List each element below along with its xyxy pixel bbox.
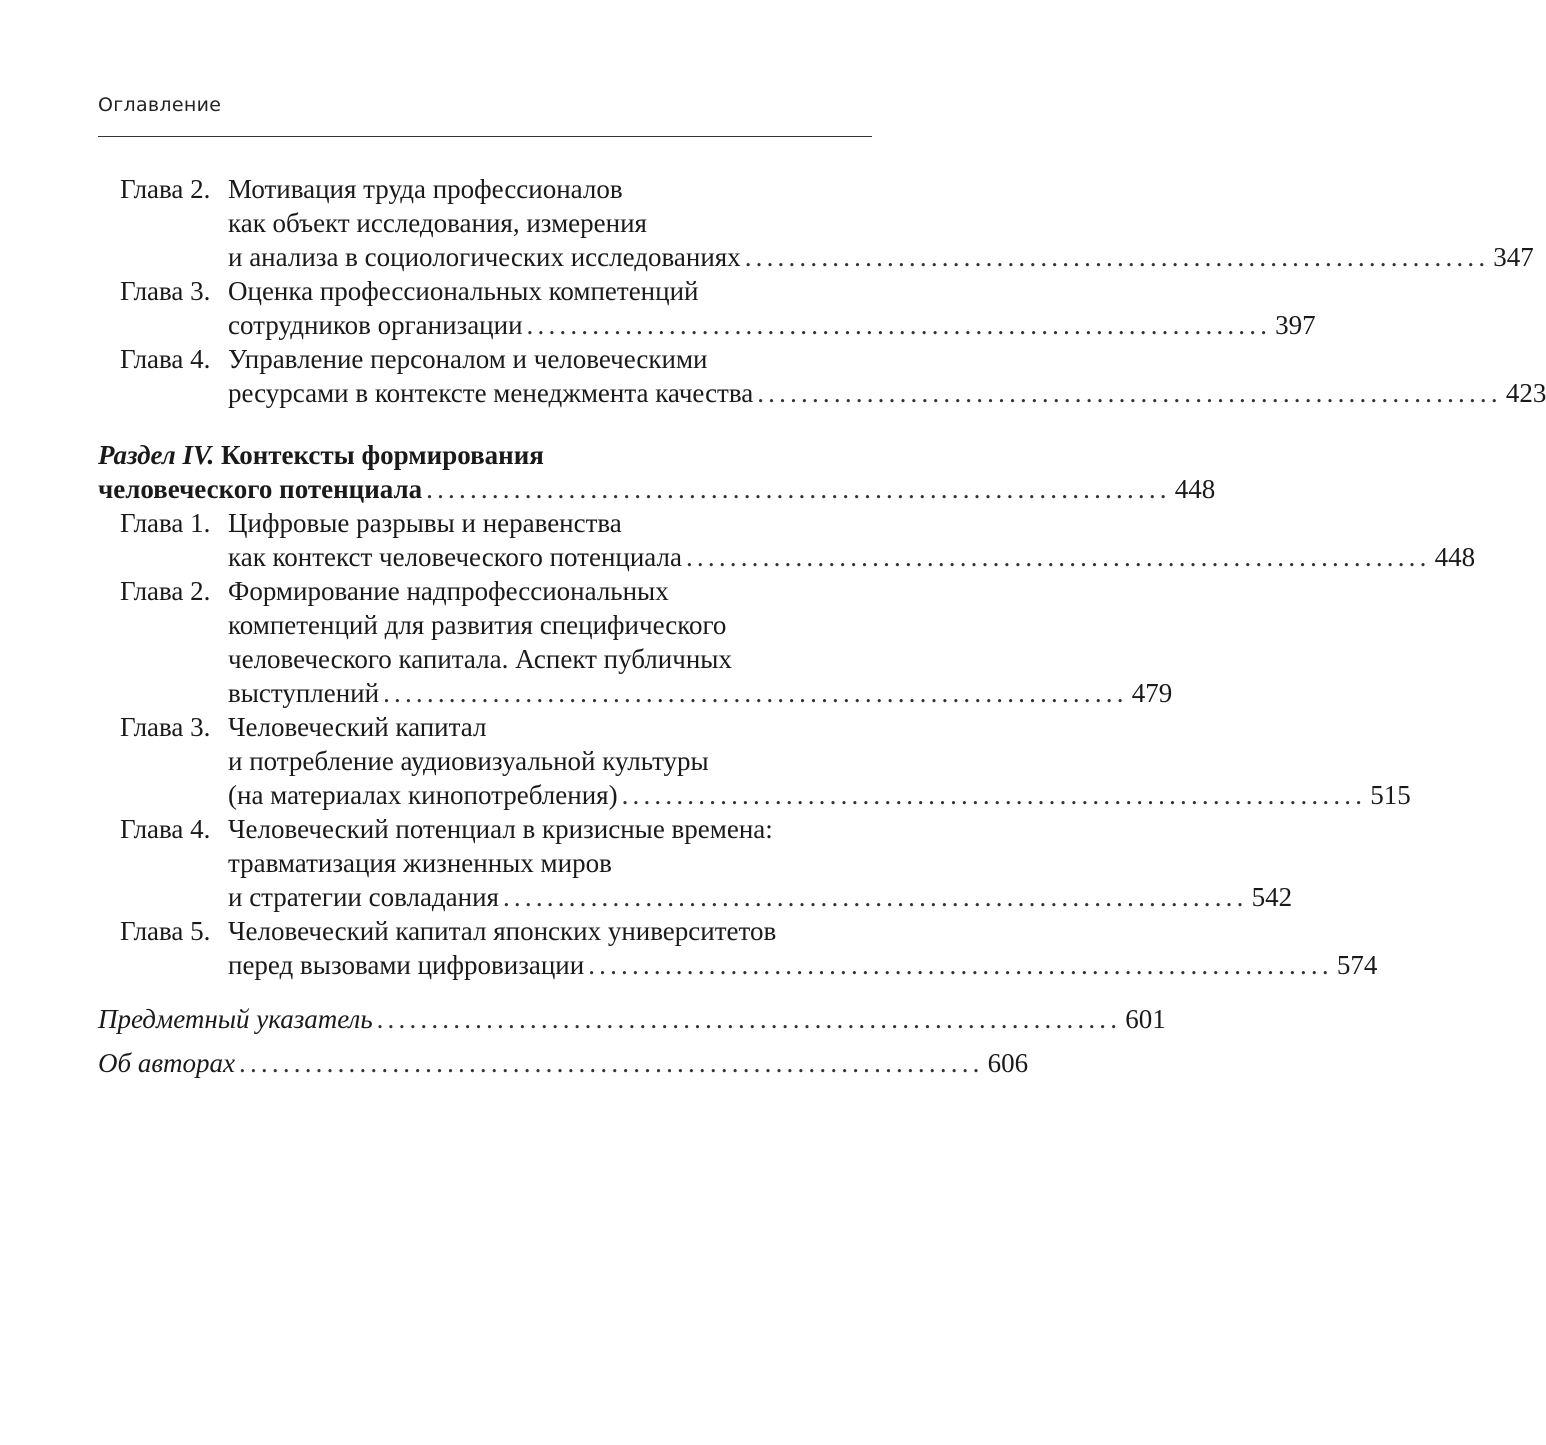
chapter-label: Глава 4.: [120, 344, 211, 374]
chapter-title-line: травматизация жизненных миров: [228, 848, 612, 878]
chapter-title-last-line: [228, 240, 1534, 274]
toc-entry-section4-chapter-5[interactable]: [98, 914, 1378, 982]
toc-entry-chapter-2[interactable]: [98, 172, 1534, 274]
chapter-label: Глава 2.: [120, 576, 211, 606]
chapter-title: [228, 172, 1534, 274]
dot-leader: ....................................................................: [383, 678, 1128, 708]
toc-entry-section4-chapter-2[interactable]: [98, 574, 1173, 710]
chapter-title-line: Человеческий капитал: [228, 712, 487, 742]
section-prefix: Раздел IV.: [98, 440, 215, 470]
section-title-last-line: [98, 472, 1216, 506]
chapter-title: [228, 274, 1316, 342]
chapter-title-last-line: [228, 540, 1476, 574]
chapter-label: Глава 3.: [120, 276, 211, 306]
toc-entry-chapter-3[interactable]: [98, 274, 1316, 342]
chapter-title-last-line: [228, 778, 1411, 812]
toc-entry-subject-index[interactable]: [98, 1002, 1166, 1036]
toc-entry-section4-chapter-1[interactable]: [98, 506, 1476, 574]
toc-entry-section-4[interactable]: [98, 438, 1216, 506]
chapter-label: Глава 5.: [120, 916, 211, 946]
index-title: Предметный указатель: [98, 1004, 373, 1034]
dot-leader: ....................................................................: [239, 1048, 984, 1078]
chapter-title-line: и анализа в социологических исследованиях: [228, 242, 741, 272]
chapter-title-line: сотрудников организации: [228, 310, 523, 340]
dot-leader: ....................................................................: [757, 378, 1502, 408]
chapter-title-line: Человеческий капитал японских университетов: [228, 916, 777, 946]
chapter-title-line: Управление персоналом и человеческими: [228, 344, 708, 374]
chapter-title-line: (на материалах кинопотребления): [228, 780, 618, 810]
chapter-title-line: как контекст человеческого потенциала: [228, 542, 682, 572]
chapter-title-line: и потребление аудиовизуальной культуры: [228, 746, 709, 776]
chapter-title-line: Человеческий потенциал в кризисные времена:: [228, 814, 773, 844]
toc-entry-section4-chapter-4[interactable]: [98, 812, 1293, 914]
dot-leader: ....................................................................: [502, 882, 1248, 912]
dot-leader: ....................................................................: [376, 1004, 1122, 1034]
chapter-title-line: компетенций для развития специфического: [228, 610, 727, 640]
chapter-label: Глава 3.: [120, 712, 211, 742]
page-number: 448: [1174, 474, 1216, 504]
chapter-title-last-line: [228, 880, 1293, 914]
running-head: Оглавление: [98, 94, 222, 116]
page-number: 423: [1505, 378, 1546, 408]
chapter-title-line: перед вызовами цифровизации: [228, 950, 585, 980]
chapter-title-line: выступлений: [228, 678, 380, 708]
section-title-line: человеческого потенциала: [98, 474, 423, 504]
chapter-title: [228, 812, 1293, 914]
chapter-label: Глава 2.: [120, 174, 211, 204]
page-number: 542: [1251, 882, 1293, 912]
dot-leader: ....................................................................: [526, 310, 1272, 340]
page-number: 397: [1275, 310, 1316, 340]
dot-leader: ....................................................................: [685, 542, 1431, 572]
chapter-title-line: и стратегии совладания: [228, 882, 499, 912]
chapter-title-line: ресурсами в контексте менеджмента качества: [228, 378, 754, 408]
page-number: 448: [1434, 542, 1476, 572]
dot-leader: ....................................................................: [588, 950, 1333, 980]
chapter-title-last-line: [228, 948, 1378, 982]
dot-leader: ....................................................................: [744, 242, 1490, 272]
chapter-title-line: Оценка профессиональных компетенций: [228, 276, 699, 306]
chapter-title: [228, 710, 1411, 812]
chapter-title-line: Формирование надпрофессиональных: [228, 576, 669, 606]
section-title-line: [98, 438, 872, 472]
chapter-title-line: человеческого капитала. Аспект публичных: [228, 644, 732, 674]
chapter-title: [228, 506, 1476, 574]
chapter-title-last-line: [228, 376, 1546, 410]
dot-leader: ....................................................................: [426, 474, 1171, 504]
header-rule: [98, 136, 872, 137]
page-number: 601: [1125, 1004, 1166, 1034]
page-number: 515: [1370, 780, 1411, 810]
chapter-title-line: Мотивация труда профессионалов: [228, 174, 623, 204]
chapter-title: [228, 914, 1378, 982]
page-number: 347: [1493, 242, 1534, 272]
chapter-title-line: Цифровые разрывы и неравенства: [228, 508, 622, 538]
toc-entry-chapter-4[interactable]: [98, 342, 1546, 410]
dot-leader: ....................................................................: [621, 780, 1367, 810]
chapter-title-last-line: [228, 676, 1173, 710]
section-title: Контексты формирования: [221, 440, 544, 470]
toc-entry-about-authors[interactable]: [98, 1046, 1029, 1080]
page-number: 574: [1336, 950, 1378, 980]
chapter-title: [228, 574, 1173, 710]
chapter-title-line: как объект исследования, измерения: [228, 208, 647, 238]
table-of-contents: [98, 172, 1546, 1080]
chapter-label: Глава 1.: [120, 508, 211, 538]
toc-entry-section4-chapter-3[interactable]: [98, 710, 1411, 812]
chapter-title: [228, 342, 1546, 410]
page-number: 479: [1131, 678, 1173, 708]
page-number: 606: [987, 1048, 1029, 1078]
chapter-title-last-line: [228, 308, 1316, 342]
chapter-label: Глава 4.: [120, 814, 211, 844]
authors-title: Об авторах: [98, 1048, 236, 1078]
